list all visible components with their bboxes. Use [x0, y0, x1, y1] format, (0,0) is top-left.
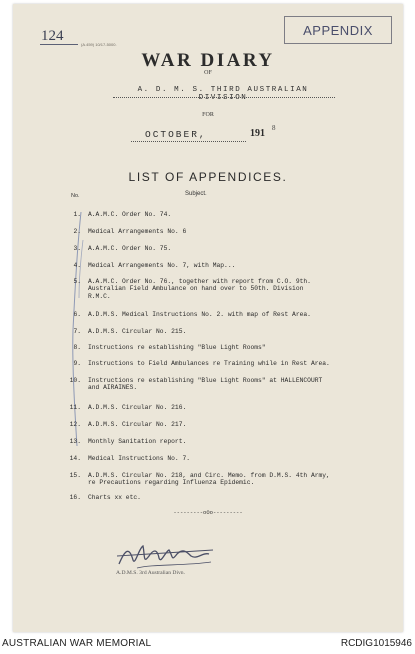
appendix-stamp-text: APPENDIX: [303, 22, 373, 38]
item-subject-line: Australian Field Ambulance on hand over to 50th. Division: [88, 285, 304, 293]
form-code: (A.459) 10/17-5000.: [81, 42, 117, 47]
item-subject: Charts xx etc.: [88, 494, 141, 501]
footer-source: AUSTRALIAN WAR MEMORIAL: [2, 638, 152, 649]
month: OCTOBER,: [145, 129, 207, 140]
item-subject: A.D.M.S. Circular No. 215.: [88, 328, 187, 335]
item-subject-line: Instructions re establishing "Blue Light Rooms" at HALLENCOURT: [88, 377, 323, 384]
item-number: 7.: [73, 328, 81, 335]
item-subject: A.D.M.S. Medical Instructions No. 2. with map of Rest Area.: [88, 311, 311, 318]
year-digit: 8: [272, 124, 276, 132]
item-number: 2.: [73, 228, 81, 235]
item-number: 3.: [73, 245, 81, 252]
unit-dotted-rule: [113, 97, 335, 98]
item-subject: A.A.M.C. Order No. 74.: [88, 211, 172, 218]
item-subject: A.D.M.S. Circular No. 216.: [88, 404, 187, 411]
handwritten-signature: [113, 542, 233, 572]
item-number: 8.: [73, 344, 81, 351]
item-subject: Monthly Sanitation report.: [88, 438, 187, 445]
item-subject: [88, 377, 393, 392]
item-number: 6.: [73, 311, 81, 318]
item-subject-line: A.A.M.C. Order No. 76., together with report from C.O. 9th.: [88, 278, 311, 285]
item-subject-line: A.D.M.S. Circular No. 218, and Circ. Memo. from D.M.S. 4th Army,: [88, 472, 330, 479]
page-title: WAR DIARY: [141, 50, 275, 71]
item-number: 13.: [69, 438, 81, 445]
item-subject: A.A.M.C. Order No. 75.: [88, 245, 172, 252]
signature-caption: A.D.M.S. 3rd Australian Divn.: [116, 570, 185, 576]
appendix-stamp: [284, 16, 392, 44]
item-subject-line: and AIRAINES.: [88, 384, 138, 392]
for-label: FOR: [202, 112, 214, 118]
item-number: 12.: [69, 421, 81, 428]
item-number: 5.: [73, 278, 81, 285]
item-subject: [88, 278, 393, 300]
list-title: LIST OF APPENDICES.: [128, 170, 288, 184]
item-number: 9.: [73, 360, 81, 367]
page-number: 124: [41, 28, 64, 44]
document-page: [13, 4, 403, 632]
item-number: 10.: [69, 377, 81, 384]
item-subject: Medical Arrangements No. 6: [88, 228, 187, 235]
item-subject: A.D.M.S. Circular No. 217.: [88, 421, 187, 428]
item-subject: Medical Instructions No. 7.: [88, 455, 191, 462]
item-subject: Instructions re establishing "Blue Light Rooms": [88, 344, 266, 351]
item-subject-line: R.M.C.: [88, 292, 111, 300]
item-subject-line: re Precautions regarding Influenza Epidemic.: [88, 479, 255, 487]
item-subject: [88, 472, 393, 487]
unit-name: A. D. M. S. THIRD AUSTRALIAN DIVISION: [137, 86, 309, 102]
footer-reference: RCDIG1015946: [340, 638, 412, 649]
item-number: 15.: [69, 472, 81, 479]
item-number: 1.: [73, 211, 81, 218]
column-header-no: No.: [71, 193, 80, 199]
item-number: 4.: [73, 262, 81, 269]
item-number: 14.: [69, 455, 81, 462]
page-number-underline: [40, 44, 78, 45]
end-of-list-mark: ---------oOo---------: [173, 509, 243, 516]
item-number: 16.: [69, 494, 81, 501]
month-dotted-rule: [131, 141, 246, 142]
item-subject: Medical Arrangements No. 7, with Map...: [88, 262, 236, 269]
column-header-subject: Subject.: [185, 191, 207, 197]
item-subject: Instructions to Field Ambulances re Training while in Rest Area.: [88, 360, 330, 367]
item-number: 11.: [69, 404, 81, 411]
of-label: OF: [204, 70, 212, 76]
year-prefix: 191: [250, 128, 265, 139]
